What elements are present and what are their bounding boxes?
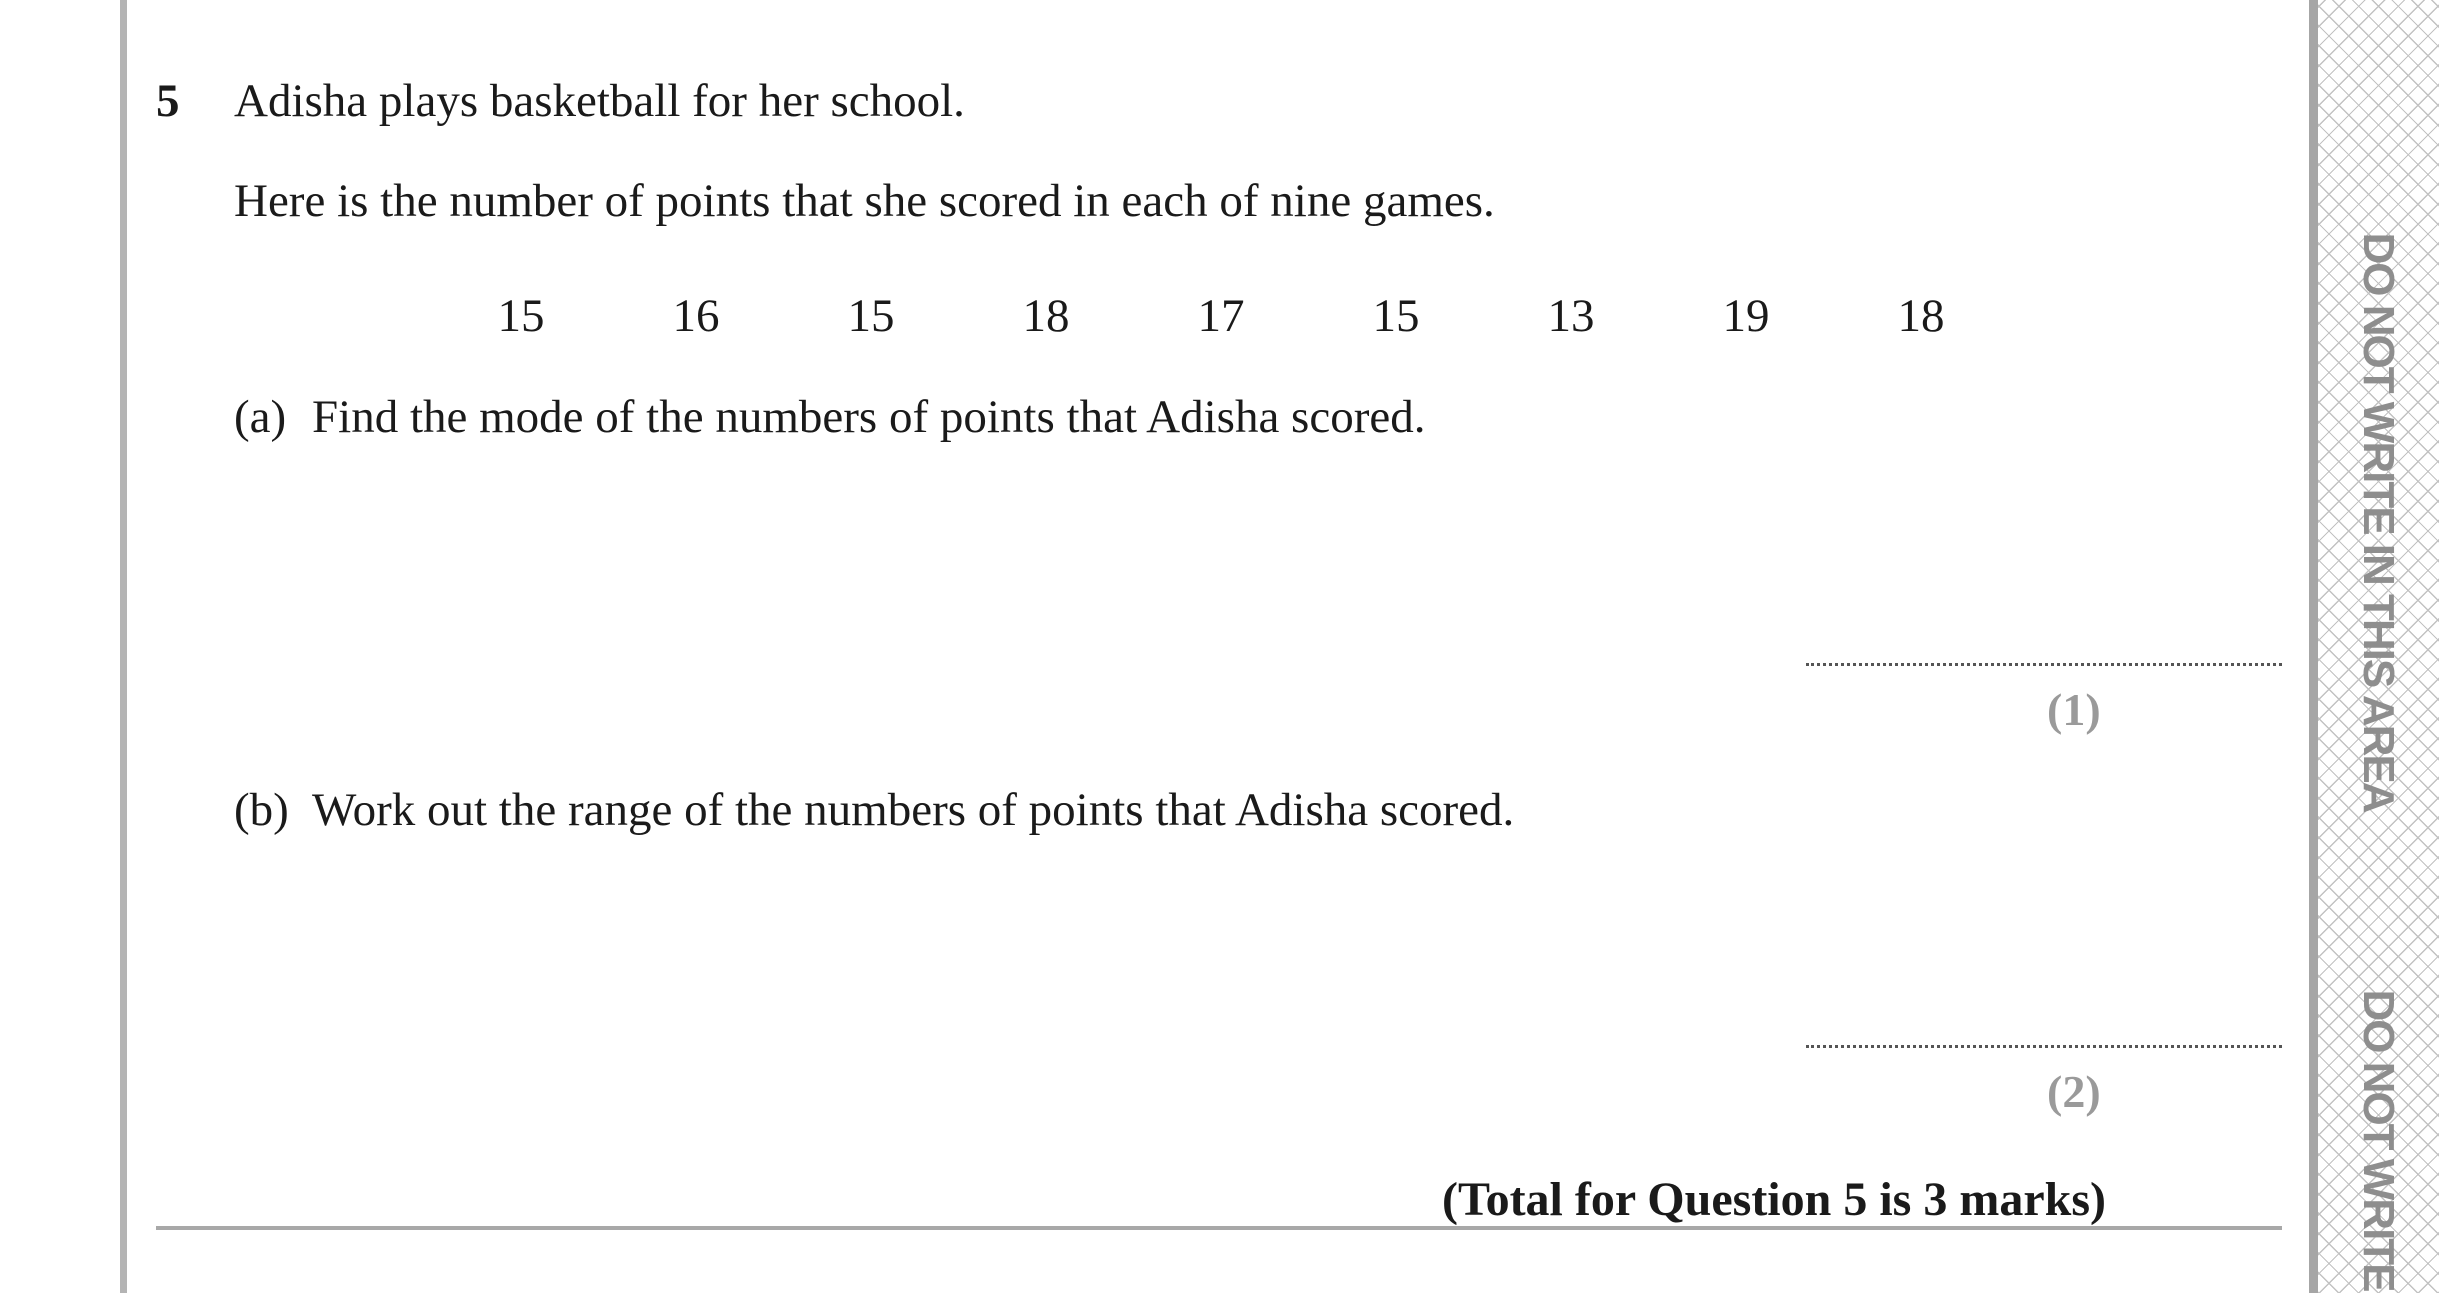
question-intro: Adisha plays basketball for her school. <box>234 75 965 127</box>
left-page-border <box>120 0 127 1293</box>
question-total: (Total for Question 5 is 3 marks) <box>1441 1173 2106 1226</box>
part-a-text: Find the mode of the numbers of points that Adisha scored. <box>312 391 1426 443</box>
part-a-label: (a) <box>234 391 287 443</box>
score-value: 16 <box>672 290 720 342</box>
margin-warning-text-2: DO NOT WRITE <box>2354 989 2403 1291</box>
question-number: 5 <box>156 75 180 127</box>
part-b-label: (b) <box>234 784 289 836</box>
part-a-answer-line[interactable] <box>1806 663 2282 666</box>
margin-warning-text: DO NOT WRITE IN THIS AREA <box>2354 232 2403 812</box>
score-value: 18 <box>1897 290 1945 342</box>
score-value: 15 <box>847 290 895 342</box>
part-b-marks: (2) <box>2047 1066 2101 1117</box>
score-value: 18 <box>1022 290 1070 342</box>
question-statement: Here is the number of points that she scored in each of nine games. <box>234 175 1495 227</box>
score-value: 15 <box>1372 290 1420 342</box>
score-value: 15 <box>497 290 545 342</box>
score-value: 19 <box>1722 290 1770 342</box>
bottom-divider <box>156 1226 2282 1230</box>
part-a-marks: (1) <box>2047 684 2101 735</box>
right-page-border <box>2309 0 2318 1293</box>
part-b-text: Work out the range of the numbers of points that Adisha scored. <box>312 784 1515 836</box>
score-value: 17 <box>1197 290 1245 342</box>
score-value: 13 <box>1547 290 1595 342</box>
part-b-answer-line[interactable] <box>1806 1045 2282 1048</box>
